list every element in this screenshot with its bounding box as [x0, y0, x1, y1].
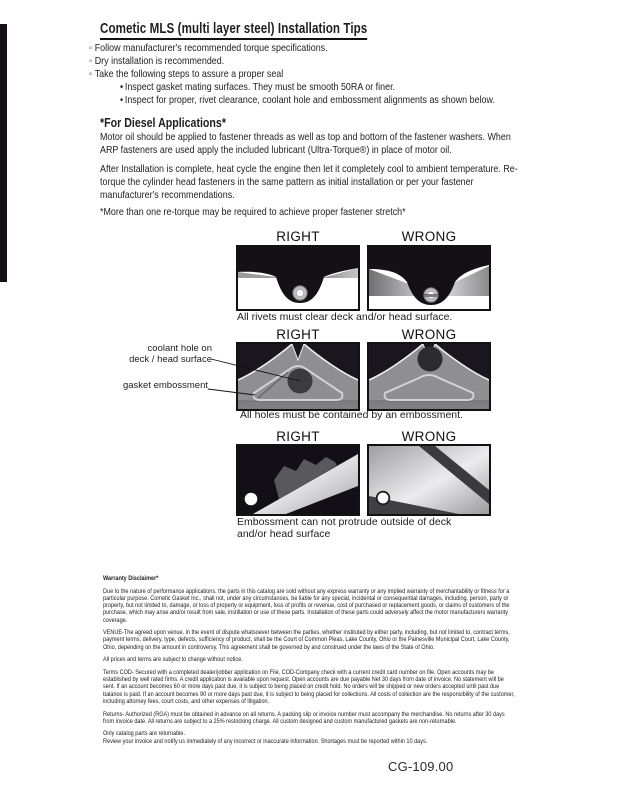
embossment-wrong-label: WRONG: [401, 429, 457, 444]
disclaimer-paragraph-returns: Returns- Authorized (RGA) must be obtained in advance on all returns. A packing slip or invoice number must accompany the merchandise. No returns after 30 days from invoice date. All returns are subject to a 25% restocking charge. All custom designed and custom manufactured gaskets are non-returnable.: [103, 710, 505, 725]
tip-proper-seal: ◦ Take the following steps to assure a proper seal: [89, 68, 565, 81]
title-wrap: [100, 20, 367, 40]
installation-tips-list: [89, 42, 565, 82]
seal-steps-list: [120, 81, 596, 107]
coolant-hole-wrong-diagram: [367, 342, 491, 411]
diesel-section-heading: *For Diesel Applications*: [100, 116, 226, 130]
embossment-wrong-diagram: [367, 444, 491, 516]
rivet-clearance-wrong-diagram: [367, 245, 491, 311]
coolant-hole-label: [96, 343, 212, 365]
holes-caption: All holes must be contained by an embossment.: [240, 409, 463, 421]
diesel-paragraph-oil: Motor oil should be applied to fastener threads as well as top and bottom of the fastener washers. When ARP fasteners are used apply the included lubricant (Ultra-Torque®) in place of motor oil.: [100, 131, 511, 157]
disclaimer-paragraph-catalog-parts: Only catalog parts are returnable.: [103, 730, 185, 738]
warranty-disclaimer-heading: Warranty Disclaimer*: [103, 575, 159, 582]
page-number: CG-109.00: [388, 759, 454, 774]
page-title: Cometic MLS (multi layer steel) Installation Tips: [100, 21, 367, 40]
disclaimer-paragraph-prices: All prices and terms are subject to change without notice.: [103, 656, 243, 664]
disclaimer-paragraph-terms: Terms COD- Secured with a completed dealer/jobber application on File, COD-Company check with a current credit card number on file. Open accounts may be established by well rated firms. A credit application is available upon request. Open accounts are due payable Net 30 days from date of invoice. No statement will be sent. If an account becomes 60 or more days past due, it is subject to being placed on credit hold. No orders will be shipped or new orders accepted until past due balance is paid. If an account becomes 90 or more days past due, it is subject to being placed for collections. All costs of collection are the responsibility of the customer, including attorney fees, court costs, and other expenses of litigation.: [103, 669, 515, 705]
coolant-hole-right-diagram: [236, 342, 360, 411]
tip-torque-specs: ◦ Follow manufacturer's recommended torque specifications.: [89, 42, 565, 55]
embossment-right-diagram: [236, 444, 360, 516]
disclaimer-paragraph-venue: VENUE-The agreed upon venue, in the event of dispute whatsoever between the parties, whether instituted by either party, including, but not limited to, contract terms, payment terms, delivery, type, defects, sufficiency of product, shall be the Court of Common Pleas, Lake County, Ohio or the Painesville Municipal Court, Lake County, Ohio, depending on the amount in controversy. This agreement shall be governed by and construed under the laws of the State of Ohio.: [103, 629, 510, 651]
gasket-embossment-label: gasket embossment: [122, 380, 208, 391]
embossment-caption-line1: Embossment can not protrude outside of deck: [237, 516, 452, 528]
diesel-paragraph-retorque: After Installation is complete, heat cycle the engine then let it completely cool to ambient temperature. Re-torque the cylinder head fasteners in the same pattern as initial installation or per your fastener manufacturer's recommendations.: [100, 163, 518, 202]
coolant-hole-label-line1: coolant hole on: [147, 343, 212, 354]
holes-right-label: RIGHT: [276, 327, 320, 342]
rivets-wrong-label: WRONG: [401, 229, 457, 244]
rivets-right-label: RIGHT: [276, 229, 320, 244]
binding-bar: [0, 24, 7, 282]
step-inspect-alignments: • Inspect for proper, rivet clearance, coolant hole and embossment alignments as shown below.: [120, 94, 596, 107]
embossment-right-label: RIGHT: [276, 429, 320, 444]
rivets-caption: All rivets must clear deck and/or head surface.: [237, 311, 453, 323]
embossment-caption-line2: and/or head surface: [237, 528, 331, 540]
step-inspect-surfaces: • Inspect gasket mating surfaces. They must be smooth 50RA or finer.: [120, 81, 596, 94]
coolant-hole-label-line2: deck / head surface: [129, 354, 212, 365]
holes-wrong-label: WRONG: [401, 327, 457, 342]
rivet-clearance-right-diagram: [236, 245, 360, 311]
tip-dry-installation: ◦ Dry installation is recommended.: [89, 55, 565, 68]
diesel-paragraph-stretch-note: *More than one re-torque may be required to achieve proper fastener stretch*: [100, 206, 406, 218]
disclaimer-paragraph-warranty: Due to the nature of performance applications, the parts in this catalog are sold without any express warranty or any implied warranty of merchantability or fitness for a particular purpose. Cometic Gasket Inc., shall not, under any circumstances, be liable for any special, incidental or consequential damages, including, person, party or property, but not limited to, damage, or loss of property or equipment, loss of profits or revenue, cost of purchased or replacement goods, or claims of customers of the purchase, which may arise and/or result from sale, instillation or use of these parts. Installation of these parts could adversely affect the motor manufacturers warranty coverage.: [103, 587, 510, 624]
disclaimer-paragraph-review-invoice: Review your invoice and notify us immediately of any incorrect or inaccurate information. Shortages must be reported within 10 days.: [103, 737, 428, 745]
warranty-disclaimer: [103, 575, 516, 750]
